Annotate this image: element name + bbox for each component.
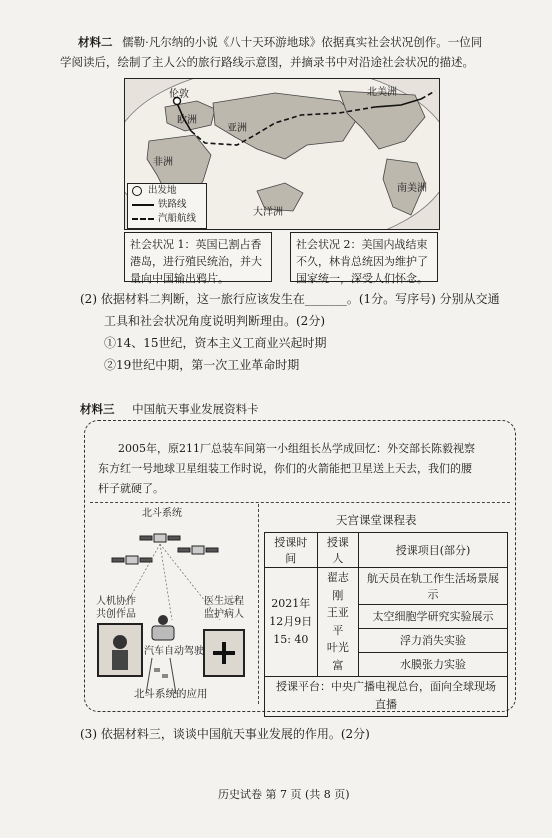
medical-label-line1: 医生远程	[204, 596, 244, 607]
question3: (3) 依据材料三，谈谈中国航天事业发展的作用。(2分)	[80, 727, 370, 741]
material2-label: 材料二	[78, 35, 113, 49]
question2-line2: 工具和社会状况角度说明判断理由。(2分)	[104, 314, 325, 328]
legend-steamship-label: 汽船航线	[158, 213, 197, 224]
satellite-icon-3	[178, 546, 218, 554]
schedule-teacher-cell	[317, 568, 358, 677]
header-time: 授课时间	[265, 533, 318, 568]
material3-label: 材料三	[80, 402, 115, 416]
map-label-south-america: 南美洲	[397, 183, 427, 194]
quote-line2: 东方红一号地球卫星组装工作时说，你们的火箭能把卫星送上天去，我们的腰	[98, 462, 472, 475]
map-label-oceania: 大洋洲	[253, 207, 283, 218]
material3-title: 中国航天事业发展资料卡	[132, 402, 259, 416]
steamship-line-icon	[132, 218, 154, 220]
schedule-table	[264, 532, 508, 717]
card-divider-vertical	[258, 504, 259, 704]
beidou-caption: 北斗系统的应用	[134, 688, 208, 700]
steamship-route-atlantic	[421, 91, 435, 99]
map-label-london: 伦敦	[169, 89, 189, 100]
teacher-2: 王亚平	[326, 606, 349, 637]
time-date: 12月9日	[269, 614, 313, 628]
start-marker-icon	[132, 186, 142, 196]
question2-line1: (2) 依据材料二判断，这一旅行应该发生在_______。(1分。写序号) 分别从交通	[80, 292, 500, 306]
travel-route-map	[124, 78, 440, 230]
material2-intro-text: 儒勒·凡尔纳的小说《八十天环游地球》依据真实社会状况创作。一位同	[122, 35, 483, 49]
material2-intro-line2: 学阅读后，绘制了主人公的旅行路线示意图，并摘录书中对沿途社会状况的描述。	[60, 55, 474, 69]
collab-label-line1: 人机协作	[96, 596, 136, 607]
railway-line-icon	[132, 204, 154, 206]
material2-intro-line1	[78, 36, 482, 50]
schedule-row	[265, 568, 508, 605]
project-cell: 水膜张力实验	[359, 652, 508, 676]
schedule-header-row	[265, 533, 508, 568]
material3-heading	[80, 403, 259, 417]
teacher-1: 翟志刚	[326, 571, 349, 602]
schedule-time-cell	[265, 568, 318, 677]
map-legend	[127, 183, 207, 229]
time-year: 2021年	[271, 597, 311, 611]
beidou-system-label: 北斗系统	[142, 508, 182, 519]
project-cell: 浮力消失实验	[359, 628, 508, 652]
map-label-europe: 欧洲	[177, 115, 197, 126]
legend-steamship-row	[128, 212, 206, 226]
platform-cell	[265, 676, 508, 716]
legend-start-label: 出发地	[148, 185, 177, 196]
map-label-asia: 亚洲	[227, 123, 247, 134]
legend-railway-label: 铁路线	[158, 199, 187, 210]
beidou-illustration	[92, 508, 254, 706]
schedule-platform-row	[265, 676, 508, 716]
legend-start-row	[128, 184, 206, 198]
social-condition-2: 社会状况 2：美国内战结束不久，林肯总统因为维护了国家统一，深受人们怀念。	[290, 232, 438, 282]
quote-line3: 杆子就硬了。	[98, 482, 164, 495]
map-label-africa: 非洲	[153, 157, 173, 168]
medical-label-line2: 监护病人	[204, 609, 244, 620]
car-icon	[152, 626, 174, 640]
autonomous-driving-label: 汽车自动驾驶	[144, 646, 204, 657]
map-label-north-america: 北美洲	[367, 87, 397, 98]
platform-line1: 授课平台：中央广播电视总台，面向全球现场	[276, 679, 496, 693]
quote-line1: 2005年，原211厂总装车间第一小组组长丛学成回忆：外交部长陈毅视察	[118, 442, 475, 455]
satellite-icon-2	[112, 556, 152, 564]
question2-option1: ①14、15世纪，资本主义工商业兴起时期	[104, 336, 327, 350]
collab-label-line2: 共创作品	[96, 609, 136, 620]
teacher-3: 叶光富	[326, 641, 349, 672]
header-teacher: 授课人	[317, 533, 358, 568]
question2-option2: ②19世纪中期，第一次工业革命时期	[104, 358, 300, 372]
time-clock: 15: 40	[273, 632, 309, 646]
page-footer: 历史试卷 第 7 页 (共 8 页)	[218, 788, 350, 801]
card-divider-horizontal	[90, 502, 510, 503]
platform-line2: 直播	[375, 698, 397, 712]
satellite-icon-1	[140, 534, 180, 542]
project-cell: 太空细胞学研究实验展示	[359, 604, 508, 628]
legend-railway-row	[128, 198, 206, 212]
project-cell: 航天员在轨工作生活场景展示	[359, 568, 508, 605]
schedule-title: 天宫课堂课程表	[336, 513, 417, 527]
header-project: 授课项目(部分)	[359, 533, 508, 568]
social-condition-1: 社会状况 1：英国已割占香港岛，进行殖民统治，并大量向中国输出鸦片。	[124, 232, 272, 282]
